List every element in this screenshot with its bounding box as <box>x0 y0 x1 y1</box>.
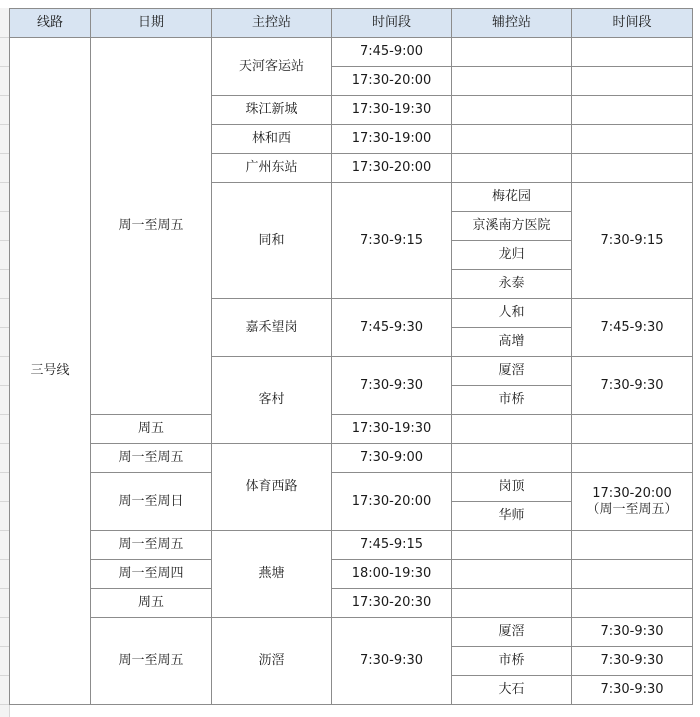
header-line: 线路 <box>10 9 91 38</box>
gutter-tick <box>0 153 9 154</box>
gutter-tick <box>0 559 9 560</box>
line-cell: 三号线 <box>10 38 91 705</box>
main-station-cell: 嘉禾望岗 <box>212 299 332 357</box>
table-row <box>10 473 693 502</box>
aux-station-cell: 厦滘 <box>452 357 572 386</box>
gutter-tick <box>0 124 9 125</box>
main-station-cell: 珠江新城 <box>212 96 332 125</box>
main-time-cell: 17:30-20:00 <box>332 67 452 96</box>
aux-time-cell <box>572 444 693 473</box>
header-date: 日期 <box>91 9 212 38</box>
aux-time-cell: 7:30-9:30 <box>572 676 693 705</box>
gutter-tick <box>0 95 9 96</box>
aux-time-note: （周一至周五） <box>586 501 678 517</box>
date-cell: 周一至周五 <box>91 618 212 705</box>
aux-time-cell <box>572 473 693 531</box>
aux-time-cell <box>572 67 693 96</box>
table-row <box>10 444 693 473</box>
aux-station-cell <box>452 589 572 618</box>
gutter-tick <box>0 472 9 473</box>
table-row <box>10 560 693 589</box>
main-station-cell: 燕塘 <box>212 531 332 618</box>
table-row <box>10 415 693 444</box>
aux-station-cell: 大石 <box>452 676 572 705</box>
aux-time-cell: 7:45-9:30 <box>572 299 693 357</box>
main-time-cell: 17:30-20:30 <box>332 589 452 618</box>
gutter-tick <box>0 37 9 38</box>
aux-station-cell: 市桥 <box>452 386 572 415</box>
gutter-tick <box>0 704 9 705</box>
schedule-table-container <box>9 8 693 705</box>
main-time-cell: 17:30-20:00 <box>332 473 452 531</box>
table-row <box>10 618 693 647</box>
aux-station-cell <box>452 96 572 125</box>
main-time-cell: 7:45-9:00 <box>332 38 452 67</box>
aux-station-cell: 永泰 <box>452 270 572 299</box>
main-station-cell: 林和西 <box>212 125 332 154</box>
date-cell: 周一至周四 <box>91 560 212 589</box>
gutter-tick <box>0 385 9 386</box>
gutter-tick <box>0 646 9 647</box>
aux-time-text: 17:30-20:00 <box>592 485 672 501</box>
main-time-cell: 7:30-9:30 <box>332 357 452 415</box>
aux-station-cell: 高增 <box>452 328 572 357</box>
aux-station-cell: 华师 <box>452 502 572 531</box>
aux-station-cell <box>452 154 572 183</box>
date-cell: 周五 <box>91 589 212 618</box>
main-time-cell: 18:00-19:30 <box>332 560 452 589</box>
aux-station-cell <box>452 560 572 589</box>
date-cell: 周一至周五 <box>91 38 212 415</box>
aux-station-cell <box>452 67 572 96</box>
main-station-cell: 同和 <box>212 183 332 299</box>
aux-time-cell <box>572 96 693 125</box>
date-cell: 周五 <box>91 415 212 444</box>
aux-station-cell <box>452 415 572 444</box>
main-time-cell: 7:45-9:15 <box>332 531 452 560</box>
aux-time-cell: 7:30-9:30 <box>572 357 693 415</box>
aux-station-cell: 梅花园 <box>452 183 572 212</box>
gutter-tick <box>0 211 9 212</box>
date-cell: 周一至周日 <box>91 473 212 531</box>
main-time-cell: 17:30-19:30 <box>332 96 452 125</box>
schedule-table <box>9 8 693 705</box>
table-row <box>10 38 693 67</box>
main-time-cell: 17:30-20:00 <box>332 154 452 183</box>
header-aux-station: 辅控站 <box>452 9 572 38</box>
gutter-tick <box>0 443 9 444</box>
main-station-cell: 体育西路 <box>212 444 332 531</box>
header-main-time: 时间段 <box>332 9 452 38</box>
main-station-cell: 天河客运站 <box>212 38 332 96</box>
main-station-cell: 客村 <box>212 357 332 444</box>
gutter-tick <box>0 414 9 415</box>
gutter-tick <box>0 356 9 357</box>
gutter-tick <box>0 66 9 67</box>
aux-station-cell: 岗顶 <box>452 473 572 502</box>
aux-time-cell <box>572 125 693 154</box>
gutter-tick <box>0 269 9 270</box>
aux-time-cell <box>572 38 693 67</box>
aux-time-cell: 7:30-9:30 <box>572 647 693 676</box>
main-station-cell: 广州东站 <box>212 154 332 183</box>
table-row <box>10 531 693 560</box>
header-aux-time: 时间段 <box>572 9 693 38</box>
main-station-cell: 沥滘 <box>212 618 332 705</box>
gutter-tick <box>0 240 9 241</box>
main-time-cell: 7:30-9:00 <box>332 444 452 473</box>
aux-time-cell: 7:30-9:30 <box>572 618 693 647</box>
main-time-cell: 17:30-19:00 <box>332 125 452 154</box>
aux-station-cell <box>452 125 572 154</box>
gutter-tick <box>0 501 9 502</box>
aux-station-cell <box>452 444 572 473</box>
gutter-tick <box>0 182 9 183</box>
main-time-cell: 7:30-9:15 <box>332 183 452 299</box>
main-time-cell: 7:30-9:30 <box>332 618 452 705</box>
gutter-tick <box>0 617 9 618</box>
aux-time-cell: 7:30-9:15 <box>572 183 693 299</box>
aux-station-cell <box>452 531 572 560</box>
date-cell: 周一至周五 <box>91 444 212 473</box>
aux-time-cell <box>572 560 693 589</box>
aux-time-cell <box>572 154 693 183</box>
header-main-station: 主控站 <box>212 9 332 38</box>
header-row <box>10 9 693 38</box>
table-row <box>10 589 693 618</box>
gutter-tick <box>0 530 9 531</box>
aux-station-cell: 人和 <box>452 299 572 328</box>
main-time-cell: 17:30-19:30 <box>332 415 452 444</box>
main-time-cell: 7:45-9:30 <box>332 299 452 357</box>
aux-station-cell: 厦滘 <box>452 618 572 647</box>
gutter-tick <box>0 588 9 589</box>
aux-time-cell <box>572 531 693 560</box>
aux-station-cell <box>452 38 572 67</box>
gutter-tick <box>0 675 9 676</box>
aux-station-cell: 龙归 <box>452 241 572 270</box>
aux-station-cell: 京溪南方医院 <box>452 212 572 241</box>
gutter-tick <box>0 327 9 328</box>
date-cell: 周一至周五 <box>91 531 212 560</box>
aux-time-cell <box>572 415 693 444</box>
aux-station-cell: 市桥 <box>452 647 572 676</box>
gutter-tick <box>0 298 9 299</box>
aux-time-cell <box>572 589 693 618</box>
